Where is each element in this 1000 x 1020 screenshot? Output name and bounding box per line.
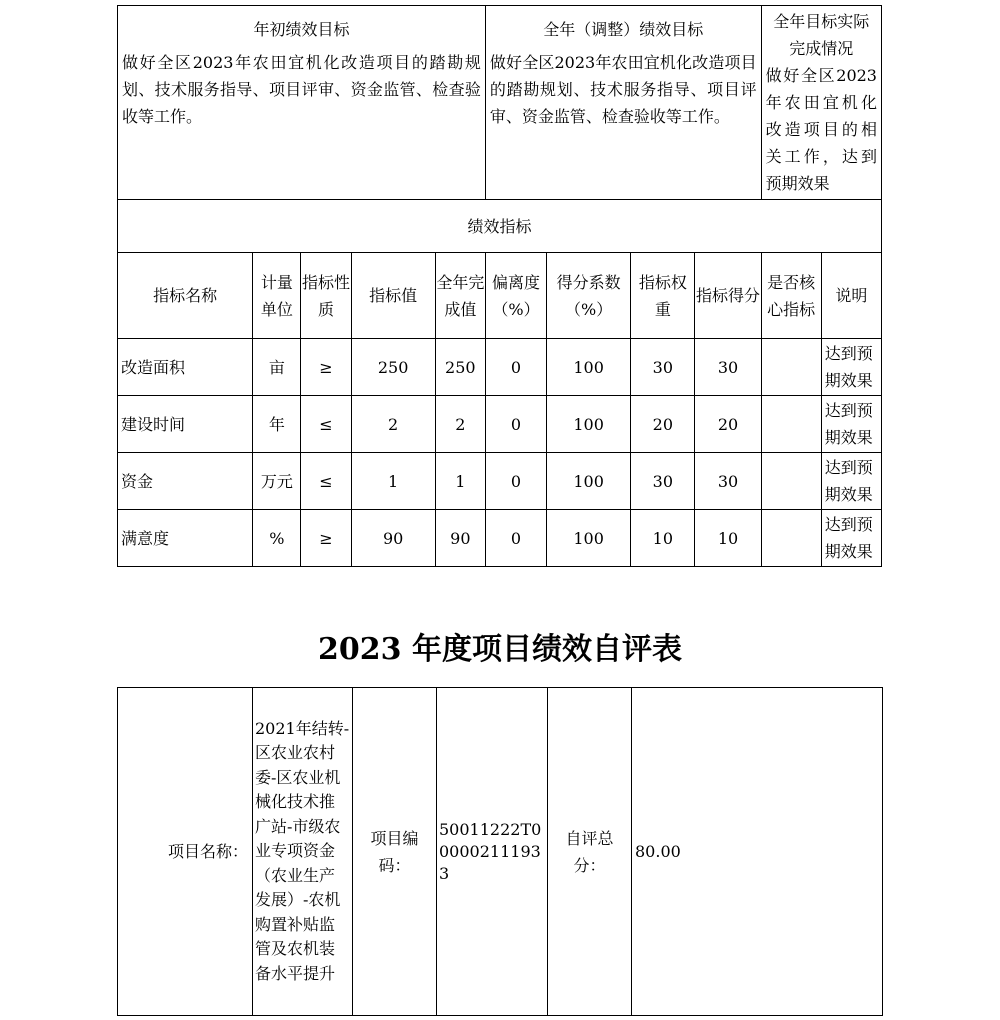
indicator-weight: 30 (631, 453, 695, 510)
self-score-value: 80.00 (632, 688, 883, 1016)
indicator-core (761, 510, 821, 567)
header-cell: 说明 (821, 253, 881, 339)
table-row (118, 453, 882, 510)
table-row (118, 396, 882, 453)
indicator-core (761, 339, 821, 396)
performance-table (117, 5, 882, 567)
header-cell: 计量单位 (253, 253, 301, 339)
indicator-deviation: 0 (485, 339, 546, 396)
indicator-unit: 万元 (253, 453, 301, 510)
indicator-note: 达到预期效果 (821, 453, 881, 510)
indicator-name: 资金 (118, 453, 253, 510)
indicator-name: 建设时间 (118, 396, 253, 453)
indicator-actual: 250 (435, 339, 485, 396)
indicator-unit: 年 (253, 396, 301, 453)
table-row (118, 510, 882, 567)
header-cell: 是否核心指标 (761, 253, 821, 339)
indicator-actual: 90 (435, 510, 485, 567)
indicator-coefficient: 100 (547, 453, 631, 510)
adjusted-goal-cell (485, 6, 761, 200)
header-cell: 全年完成值 (435, 253, 485, 339)
page-title: 2023 年度项目绩效自评表 (318, 632, 682, 667)
initial-goal-header: 年初绩效目标 (253, 20, 350, 39)
indicator-target: 250 (351, 339, 435, 396)
indicator-target: 90 (351, 510, 435, 567)
initial-goal-text: 做好全区2023年农田宜机化改造项目的踏勘规划、技术服务指导、项目评审、资金监管、检查验收等工作。 (122, 53, 481, 126)
indicator-unit: % (253, 510, 301, 567)
project-code-label: 项目编码： (353, 688, 437, 1016)
indicator-actual: 2 (435, 396, 485, 453)
indicators-header-row (118, 253, 882, 339)
self-score-label: 自评总分： (548, 688, 632, 1016)
actual-completion-text: 做好全区2023年农田宜机化改造项目的相关工作，达到预期效果 (765, 66, 877, 193)
header-cell: 指标值 (351, 253, 435, 339)
indicator-weight: 30 (631, 339, 695, 396)
actual-completion-header: 全年目标实际完成情况 (773, 12, 870, 58)
indicator-weight: 20 (631, 396, 695, 453)
indicators-section-title: 绩效指标 (118, 200, 882, 253)
header-cell: 指标得分 (695, 253, 761, 339)
indicator-note: 达到预期效果 (821, 510, 881, 567)
indicator-note: 达到预期效果 (821, 396, 881, 453)
actual-completion-cell (761, 6, 881, 200)
indicator-coefficient: 100 (547, 339, 631, 396)
indicator-target: 1 (351, 453, 435, 510)
indicator-coefficient: 100 (547, 510, 631, 567)
indicator-deviation: 0 (485, 453, 546, 510)
indicator-coefficient: 100 (547, 396, 631, 453)
adjusted-goal-header: 全年（调整）绩效目标 (543, 20, 704, 39)
indicator-note: 达到预期效果 (821, 339, 881, 396)
indicator-score: 20 (695, 396, 761, 453)
indicator-target: 2 (351, 396, 435, 453)
initial-goal-cell (118, 6, 486, 200)
adjusted-goal-text: 做好全区2023年农田宜机化改造项目的踏勘规划、技术服务指导、项目评审、资金监管、检查验收等工作。 (489, 53, 757, 126)
header-cell: 指标名称 (118, 253, 253, 339)
header-cell: 指标权重 (631, 253, 695, 339)
table-row (118, 339, 882, 396)
indicator-score: 30 (695, 453, 761, 510)
indicator-score: 10 (695, 510, 761, 567)
indicator-name: 满意度 (118, 510, 253, 567)
indicator-name: 改造面积 (118, 339, 253, 396)
indicator-nature: ≤ (301, 396, 351, 453)
indicator-core (761, 396, 821, 453)
indicator-unit: 亩 (253, 339, 301, 396)
header-cell: 得分系数（%） (547, 253, 631, 339)
indicator-nature: ≥ (301, 510, 351, 567)
project-code-value: 50011222T000002111933 (437, 688, 548, 1016)
indicator-nature: ≤ (301, 453, 351, 510)
project-name-label: 项目名称： (118, 688, 253, 1016)
indicator-actual: 1 (435, 453, 485, 510)
project-name-value: 2021年结转-区农业农村委-区农业机械化技术推广站-市级农业专项资金（农业生产发展）-农机购置补贴监管及农机装备水平提升 (253, 688, 353, 1016)
indicator-nature: ≥ (301, 339, 351, 396)
indicator-weight: 10 (631, 510, 695, 567)
project-info-table (117, 687, 883, 1016)
indicator-core (761, 453, 821, 510)
indicator-score: 30 (695, 339, 761, 396)
indicator-deviation: 0 (485, 510, 546, 567)
header-cell: 指标性质 (301, 253, 351, 339)
indicator-deviation: 0 (485, 396, 546, 453)
header-cell: 偏离度（%） (485, 253, 546, 339)
